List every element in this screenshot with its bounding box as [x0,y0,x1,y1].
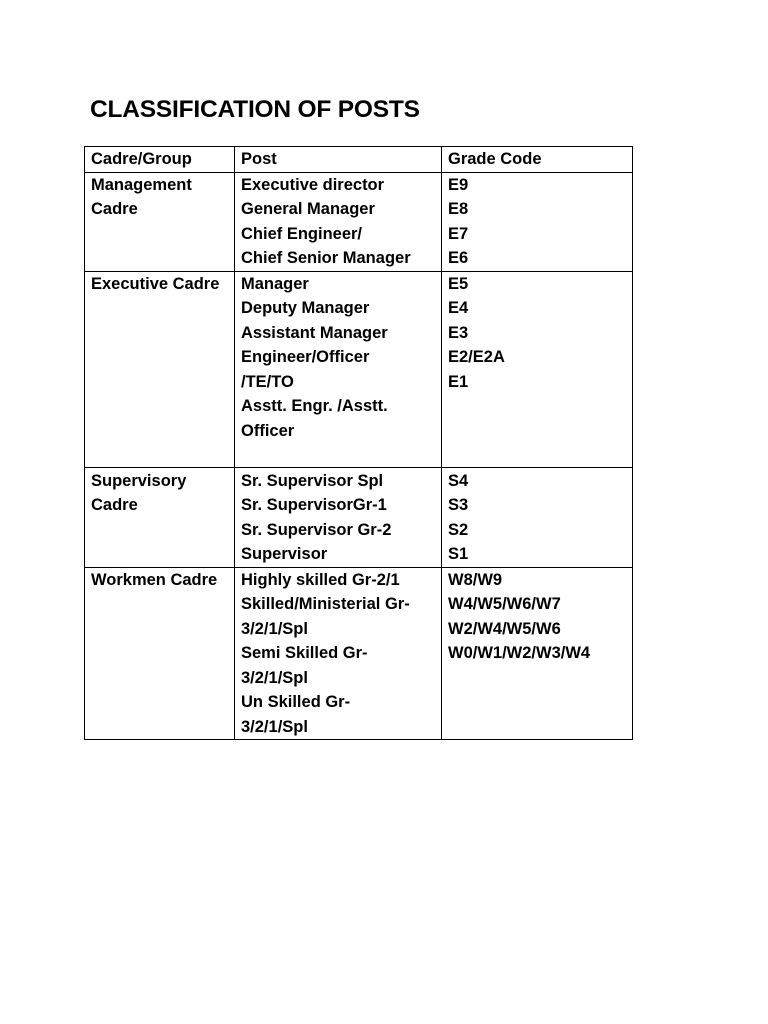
grade-line: S3 [448,496,469,514]
page-title: CLASSIFICATION OF POSTS [90,96,420,123]
header-grade-code: Grade Code [442,147,633,173]
grade-line: E9 [448,175,469,194]
grade-line: S2 [448,520,469,539]
post-line: Deputy Manager [241,299,370,317]
post-line: Sr. Supervisor Spl [241,471,384,490]
post-line: Chief Engineer/ [241,224,363,243]
table-row [85,467,633,567]
grade-cell [442,567,633,740]
post-line: General Manager [241,200,375,218]
post-line: Asstt. Engr. /Asstt. [241,397,388,415]
cadre-line: Cadre [91,200,138,218]
post-line: 3/2/1/Spl [241,668,308,687]
classification-table [84,146,633,740]
post-line: Un Skilled Gr- [241,693,351,711]
cadre-cell [85,467,235,567]
grade-line: E5 [448,274,469,293]
grade-line: E2/E2A [448,348,505,366]
post-line: Chief Senior Manager [241,249,411,267]
post-cell [235,172,442,271]
grade-line: E7 [448,224,469,243]
table-row [85,567,633,740]
table-header-row [85,147,633,173]
grade-line: E1 [448,372,469,391]
post-line: Sr. SupervisorGr-1 [241,496,387,514]
post-line: Sr. Supervisor Gr-2 [241,520,392,539]
post-cell [235,567,442,740]
grade-line: E3 [448,323,469,342]
cadre-cell [85,271,235,467]
post-line: Manager [241,274,309,293]
grade-line: S4 [448,471,469,490]
cadre-line: Executive Cadre [91,274,220,293]
grade-line: W8/W9 [448,570,503,589]
grade-line: E8 [448,200,469,218]
grade-cell [442,467,633,567]
header-post: Post [235,147,442,173]
cadre-line: Supervisory [91,471,187,490]
grade-line: E4 [448,299,469,317]
post-line: Skilled/Ministerial Gr- [241,595,410,613]
grade-line: S1 [448,545,469,563]
post-line: Executive director [241,175,385,194]
grade-cell [442,172,633,271]
grade-line: W2/W4/W5/W6 [448,619,561,638]
grade-line: E6 [448,249,469,267]
post-line: Assistant Manager [241,323,388,342]
post-line: /TE/TO [241,372,294,391]
cadre-line: Workmen Cadre [91,570,218,589]
grade-line: W4/W5/W6/W7 [448,595,561,613]
post-line: Highly skilled Gr-2/1 [241,570,400,589]
post-line: Officer [241,421,295,440]
table-row [85,271,633,467]
cadre-cell [85,172,235,271]
post-cell [235,467,442,567]
post-line: 3/2/1/Spl [241,717,308,736]
cadre-cell [85,567,235,740]
post-line: 3/2/1/Spl [241,619,308,638]
post-line: Supervisor [241,545,328,563]
post-cell [235,271,442,467]
table-row [85,172,633,271]
post-line: Semi Skilled Gr- [241,644,368,662]
grade-line: W0/W1/W2/W3/W4 [448,644,591,662]
cadre-line: Cadre [91,496,138,514]
cadre-line: Management [91,175,192,194]
grade-cell [442,271,633,467]
post-line: Engineer/Officer [241,348,370,366]
header-cadre-group: Cadre/Group [85,147,235,173]
